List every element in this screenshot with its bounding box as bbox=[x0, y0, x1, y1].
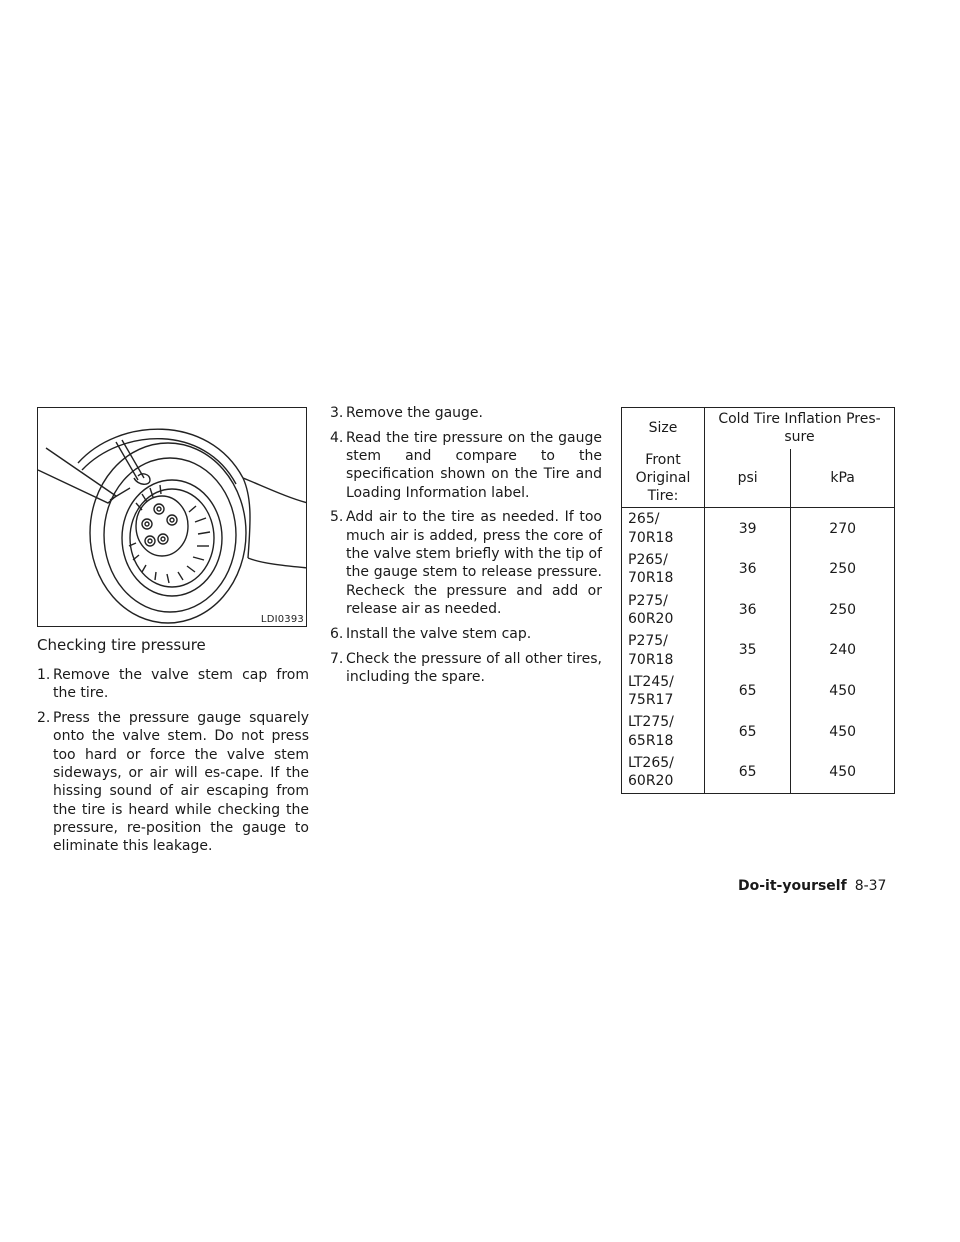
step-2 bbox=[37, 709, 309, 855]
step-number: 5. bbox=[330, 509, 344, 526]
step-text: Remove the valve stem cap from the tire. bbox=[53, 667, 309, 702]
cell-kpa: 270 bbox=[791, 508, 895, 549]
step-text: Check the pressure of all other tires, including the spare. bbox=[346, 650, 602, 685]
cell-kpa: 450 bbox=[791, 752, 895, 793]
cell-kpa: 250 bbox=[791, 590, 895, 631]
table-row bbox=[622, 711, 895, 752]
cell-size: LT265/ 60R20 bbox=[622, 752, 705, 793]
step-7 bbox=[330, 650, 602, 687]
cell-size: LT275/ 65R18 bbox=[622, 711, 705, 752]
step-number: 3. bbox=[330, 405, 344, 421]
step-text: Read the tire pressure on the gauge stem and compare to the specification shown on the Tire and Loading Information label. bbox=[346, 429, 602, 501]
cell-kpa: 450 bbox=[791, 671, 895, 712]
step-text: Remove the gauge. bbox=[346, 405, 483, 421]
cell-size: 265/ 70R18 bbox=[622, 508, 705, 549]
table-row bbox=[622, 590, 895, 631]
footer-page-number: 8-37 bbox=[854, 878, 887, 894]
table-row bbox=[622, 508, 895, 549]
step-4 bbox=[330, 429, 602, 502]
step-6 bbox=[330, 625, 602, 643]
cell-kpa: 240 bbox=[791, 630, 895, 671]
step-text: Press the pressure gauge squarely onto the valve stem. Do not press too hard or force the valve stem sideways, or air will es-cape. If the hissing sound of air escaping from the tire is heard while checking the pressure, re-position the gauge to eliminate this leakage. bbox=[53, 710, 309, 855]
step-number: 7. bbox=[330, 650, 344, 667]
cell-psi: 35 bbox=[705, 630, 791, 671]
cell-psi: 36 bbox=[705, 590, 791, 631]
footer-section: Do-it-yourself bbox=[738, 878, 847, 894]
table-row bbox=[622, 752, 895, 793]
cell-size: P275/ 60R20 bbox=[622, 590, 705, 631]
subheader-front-original: Front Original Tire: bbox=[622, 449, 705, 508]
table-row bbox=[622, 671, 895, 712]
step-number: 2. bbox=[37, 710, 51, 727]
step-text: Install the valve stem cap. bbox=[346, 625, 532, 642]
subheader-psi: psi bbox=[705, 449, 791, 508]
cell-psi: 39 bbox=[705, 508, 791, 549]
cell-size: LT245/ 75R17 bbox=[622, 671, 705, 712]
table-row bbox=[622, 549, 895, 590]
cell-psi: 65 bbox=[705, 711, 791, 752]
header-pressure: Cold Tire Inflation Pres-sure bbox=[705, 408, 895, 449]
table-row bbox=[622, 630, 895, 671]
page-footer bbox=[738, 878, 886, 894]
cell-kpa: 450 bbox=[791, 711, 895, 752]
step-number: 4. bbox=[330, 429, 344, 446]
cell-psi: 65 bbox=[705, 671, 791, 712]
cell-size: P275/ 70R18 bbox=[622, 630, 705, 671]
table-subheader-row bbox=[622, 449, 895, 508]
step-number: 1. bbox=[37, 667, 51, 683]
steps-column-left bbox=[37, 666, 309, 862]
tire-gauge-drawing bbox=[38, 408, 307, 627]
figure-code: LDI0393 bbox=[260, 614, 304, 625]
step-3 bbox=[330, 404, 602, 422]
step-1 bbox=[37, 666, 309, 703]
step-number: 6. bbox=[330, 625, 344, 642]
section-heading: Checking tire pressure bbox=[37, 636, 206, 654]
cell-psi: 36 bbox=[705, 549, 791, 590]
step-text: Add air to the tire as needed. If too much air is added, press the core of the valve stem briefly with the tip of the gauge stem to release pressure. Recheck the pressure and add or release air as needed. bbox=[346, 509, 602, 617]
tire-pressure-table bbox=[621, 407, 895, 794]
tire-gauge-illustration bbox=[37, 407, 307, 627]
cell-size: P265/ 70R18 bbox=[622, 549, 705, 590]
steps-column-right bbox=[330, 404, 602, 693]
step-5 bbox=[330, 508, 602, 618]
table-header-row bbox=[622, 408, 895, 449]
header-size: Size bbox=[622, 408, 705, 449]
cell-kpa: 250 bbox=[791, 549, 895, 590]
subheader-kpa: kPa bbox=[791, 449, 895, 508]
cell-psi: 65 bbox=[705, 752, 791, 793]
